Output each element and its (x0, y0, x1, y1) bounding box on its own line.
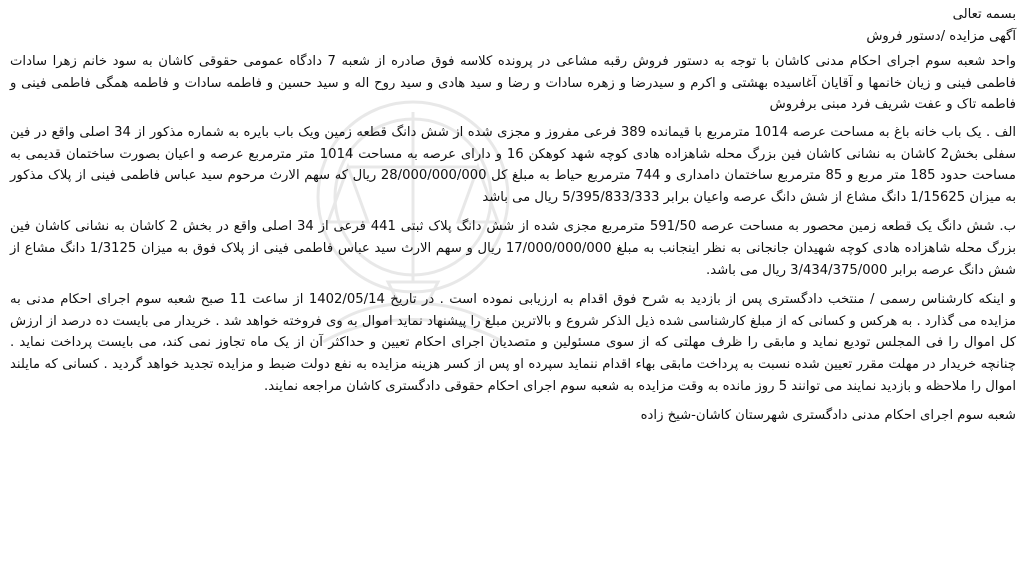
auction-notice (10, 4, 1016, 427)
document-subtitle: آگهی مزایده /دستور فروش (866, 28, 1016, 44)
conditions-paragraph: و اینکه کارشناس رسمی / منتخب دادگستری پس از بازدید به شرح فوق اقدام به ارزیابی نموده است . در تاریخ 1402/05/14 از ساعت 11 صبح شعبه سوم اجرای احکام مدنی به مزایده می گذارد . به هرکس و کسانی که از مبلغ کارشناسی شده ذیل الذکر شروع و بالاترین مبلغ را پیشنهاد نماید اموال به وی فروخته خواهد شد . خریدار می بایست ده درصد از ارزش کل اموال را فی المجلس تودیع نماید و مابقی را ظرف مهلتی که از سوی مسئولین و متصدیان اجرای احکام تعیین و حداکثر آن از یک ماه تجاوز نمی کند، می بایست پرداخت نماید . چنانچه خریدار در مهلت مقرر تعیین شده نسبت به پرداخت مابقی بهاء اقدام ننماید سپرده او پس از کسر هزینه مزایده به نفع دولت ضبط و مزایده تجدید خواهد گردید . کسانی که مایلند اموال را ملاحظه و بازدید نمایند می توانند 5 روز مانده به وقت مزایده به شعبه سوم اجرای احکام حقوقی دادگستری کاشان مراجعه نمایند. (10, 292, 1016, 394)
document-title: بسمه تعالی (952, 7, 1016, 22)
intro-paragraph: واحد شعبه سوم اجرای احکام مدنی کاشان با توجه به دستور فروش رقبه مشاعی در پرونده کلاسه فوق صادره از شعبه 7 دادگاه عمومی حقوقی کاشان به سود خانم زهرا سادات فاطمی فینی و زیان خانمها و آقایان آغاسیده بهشتی و اکرم و سیدرضا و زهره سادات و رضا و سید هادی و سید روح اله و سید حسین و فاطمه سادات و فاطمه همگی فاطمی فینی و فاطمه تاک و عفت شریف فرد مبنی برفروش (10, 54, 1016, 113)
signature-line: شعبه سوم اجرای احکام مدنی دادگستری شهرستان کاشان-شیخ زاده (640, 408, 1016, 424)
item-b-paragraph: ب. شش دانگ یک قطعه زمین محصور به مساحت عرصه 591/50 مترمربع مجزی شده از شش دانگ پلاک ثبتی 441 فرعی از 34 اصلی واقع در بخش 2 کاشان به نشانی کاشان فین بزرگ محله شاهزاده هادی کوچه شهیدان جانجانی به نظر اینجانب به مبلغ 17/000/000/000 ریال و سهم الارث سید عباس فاطمی فینی از پلاک فوق به میزان 1/3125 دانگ مشاع از شش دانگ عرصه برابر 3/434/375/000 ریال می باشد. (10, 219, 1016, 278)
item-a-paragraph: الف . یک باب خانه باغ به مساحت عرصه 1014 مترمربع با قیمانده 389 فرعی مفروز و مجزی شده از شش دانگ قطعه زمین ویک باب بایره به شماره مذکور از 34 اصلی واقع در فین سفلی بخش2 کاشان به نشانی کاشان فین بزرگ محله شاهزاده هادی کوچه شهد کوهکن 16 و دارای عرصه به مساحت 1014 متر مترمربع عرصه و اعیان بصورت ساختمان قدیمی به مساحت حدود 185 متر مربع و 85 مترمربع ساختمان دامداری و 744 مترمربع حیاط به مبلغ کل 28/000/000/000 ریال که سهم الارث مرحوم سید عباس فاطمی فینی از پلاک مذکور به میزان 1/15625 دانگ مشاع از شش دانگ عرصه واعیان برابر 5/395/833/333 ریال می باشد (10, 124, 1017, 205)
